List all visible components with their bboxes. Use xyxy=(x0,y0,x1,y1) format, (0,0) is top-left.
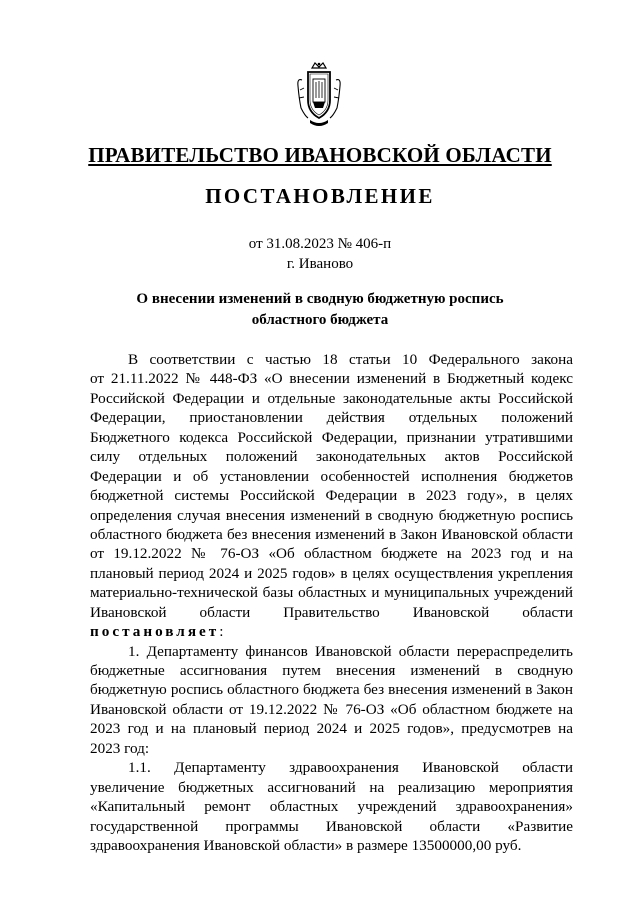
text-line: Федерации, приостановлении действия отдельных положений xyxy=(90,409,573,427)
coat-of-arms-emblem xyxy=(296,60,342,130)
place-of-issue: г. Иваново xyxy=(286,256,354,272)
preamble-paragraph xyxy=(90,350,573,642)
government-title: ПРАВИТЕЛЬСТВО ИВАНОВСКОЙ ОБЛАСТИ xyxy=(88,143,552,167)
text-line: определения случая внесения изменений в сводную бюджетную роспись xyxy=(90,506,573,524)
text-line: 2023 год и на плановый период 2024 и 2025 годов», предусмотрев на xyxy=(90,720,573,738)
text-line: 2023 год: xyxy=(90,739,150,757)
text-line: здравоохранения Ивановской области» в размере 13500000,00 руб. xyxy=(90,836,522,854)
text-line: 1. Департаменту финансов Ивановской области перераспределить xyxy=(128,642,573,660)
document-type-title: ПОСТАНОВЛЕНИЕ xyxy=(205,184,435,208)
document-body xyxy=(90,350,573,855)
text-line: от 21.11.2022 № 448-ФЗ «О внесении изменений в Бюджетный кодекс xyxy=(90,370,573,388)
text-line: бюджетной системы Российской Федерации в 2023 году», в целях xyxy=(90,487,573,505)
text-line: от 19.12.2022 № 76-ОЗ «Об областном бюджете на 2023 год и на xyxy=(90,545,573,563)
document-subject xyxy=(0,289,640,331)
text-line: Бюджетного кодекса Российской Федерации, признании утратившими xyxy=(90,428,573,446)
resolves-word: постановляет xyxy=(90,623,220,641)
text-line: плановый период 2024 и 2025 годов» в целях осуществления укрепления xyxy=(90,564,573,582)
text-line: бюджетные ассигнования путем внесения изменений в сводную xyxy=(90,662,573,679)
text-line: Федерации и об установлении особенностей исполнения бюджетов xyxy=(90,467,573,485)
text-line: государственной программы Ивановской области «Развитие xyxy=(90,817,573,835)
item-1-1-paragraph xyxy=(90,758,573,855)
text-line: 1.1. Департаменту здравоохранения Ивановской области xyxy=(128,759,573,777)
text-line: Ивановской области от 19.12.2022 № 76-ОЗ «Об областном бюджете на xyxy=(90,700,573,718)
text-line: Ивановской области Правительство Ивановской области xyxy=(90,603,573,621)
text-line: бюджетную роспись областного бюджета без внесения изменений в Закон xyxy=(90,681,573,699)
resolves-line: постановляет: xyxy=(90,623,224,641)
subject-line: О внесении изменений в сводную бюджетную роспись xyxy=(136,291,504,307)
text-line: увеличение бюджетных ассигнований на реализацию мероприятия xyxy=(90,778,573,796)
text-line: «Капитальный ремонт областных учреждений здравоохранения» xyxy=(90,798,573,816)
text-line: материально-технической базы областных и муниципальных учреждений xyxy=(90,584,573,602)
text-line: Российской Федерации и отдельные законодательные акты Российской xyxy=(90,389,573,407)
text-line: В соответствии с частью 18 статьи 10 Федерального закона xyxy=(128,351,573,368)
text-line: областного бюджета без внесения изменений в Закон Ивановской области xyxy=(90,525,573,543)
date-and-number: от 31.08.2023 № 406-п xyxy=(248,236,392,252)
item-1-paragraph xyxy=(90,642,573,759)
text-line: силу отдельных положений законодательных актов Российской xyxy=(90,448,573,466)
subject-line: областного бюджета xyxy=(251,312,389,328)
